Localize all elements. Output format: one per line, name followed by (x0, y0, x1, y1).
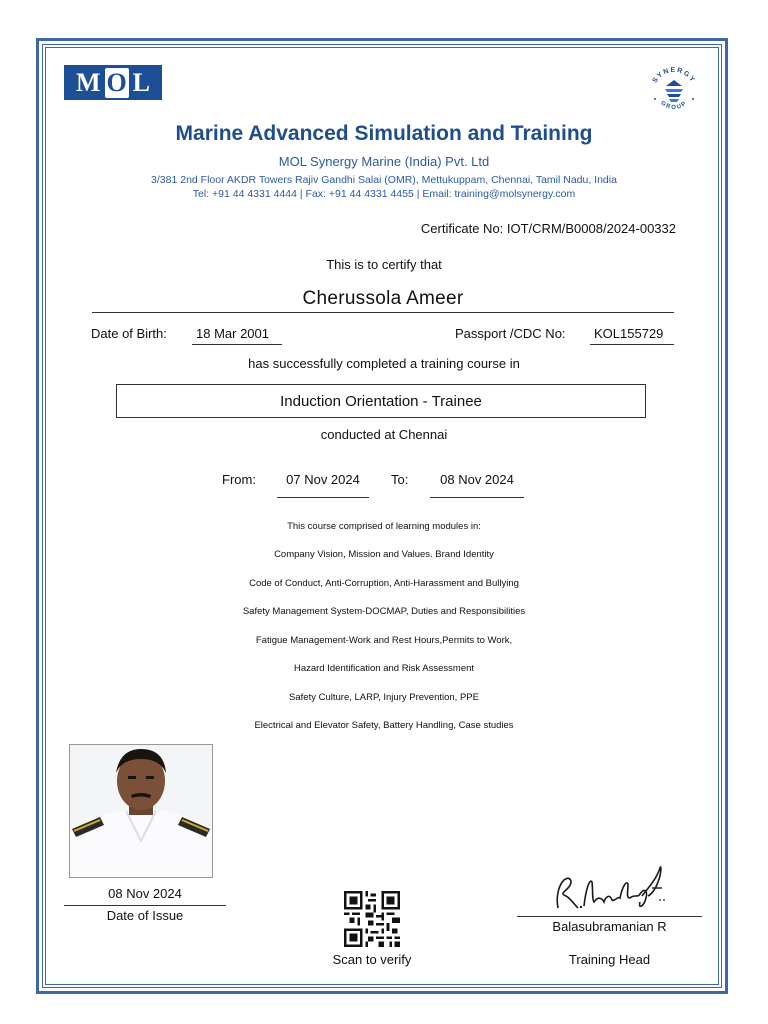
passport-value: KOL155729 (590, 326, 674, 345)
mol-logo-letter-l: L (132, 67, 150, 97)
to-label: To: (391, 472, 409, 487)
signature-line (517, 916, 702, 917)
module-item: Code of Conduct, Anti-Corruption, Anti-Harassment and Bullying (249, 578, 519, 589)
certificate-number: Certificate No: IOT/CRM/B0008/2024-00332 (420, 221, 676, 236)
modules-intro: This course comprised of learning modules in: (287, 521, 481, 532)
module-item: Electrical and Elevator Safety, Battery Handling, Case studies (254, 720, 514, 731)
institute-title: Marine Advanced Simulation and Training (175, 122, 593, 145)
contact-line: Tel: +91 44 4331 4444 | Fax: +91 44 4331 4455 | Email: training@molsynergy.com (192, 188, 576, 200)
scan-to-verify: Scan to verify (332, 952, 412, 967)
course-name: Induction Orientation - Trainee (280, 392, 482, 410)
holder-photo (69, 744, 213, 878)
synergy-logo-top-text: SYNERGY (651, 66, 697, 85)
from-date: 07 Nov 2024 (277, 472, 369, 498)
person-portrait-icon (70, 745, 212, 877)
module-item: Hazard Identification and Risk Assessment (293, 663, 475, 674)
synergy-logo-bottom-text: GROUP (659, 100, 689, 111)
dob-label: Date of Birth: (91, 326, 167, 341)
signatory-name: Balasubramanian R (552, 919, 667, 934)
issue-date-line (64, 905, 226, 906)
signature-image (548, 858, 674, 916)
qr-code[interactable] (344, 891, 400, 947)
completed-text: has successfully completed a training course in (248, 356, 520, 371)
dob-value: 18 Mar 2001 (192, 326, 282, 345)
module-item: Safety Culture, LARP, Injury Prevention, PPE (289, 692, 479, 703)
company-address (0, 173, 768, 201)
synergy-group-logo (644, 60, 704, 120)
mol-logo (64, 65, 162, 100)
mol-logo-letter-m: M (76, 67, 101, 97)
module-item: Company Vision, Mission and Values. Brand Identity (274, 549, 494, 560)
company-name: MOL Synergy Marine (India) Pvt. Ltd (278, 154, 490, 169)
course-name-box (116, 384, 646, 418)
passport-label: Passport /CDC No: (455, 326, 566, 341)
to-date: 08 Nov 2024 (430, 472, 524, 498)
signatory-title: Training Head (568, 952, 651, 967)
holder-name: Cherussola Ameer (92, 288, 674, 313)
certify-text: This is to certify that (326, 257, 442, 272)
module-item: Safety Management System-DOCMAP, Duties and Responsibilities (242, 606, 526, 617)
issue-date: 08 Nov 2024 (108, 886, 182, 901)
mol-logo-letter-o: O (106, 67, 127, 97)
from-label: From: (222, 472, 256, 487)
address-line: 3/381 2nd Floor AKDR Towers Rajiv Gandhi Salai (OMR), Mettukuppam, Chennai, Tamil Nadu, India (151, 174, 617, 186)
module-item: Fatigue Management-Work and Rest Hours,Permits to Work, (255, 635, 513, 646)
issue-date-label: Date of Issue (106, 908, 184, 923)
location-text: conducted at Chennai (320, 427, 448, 442)
